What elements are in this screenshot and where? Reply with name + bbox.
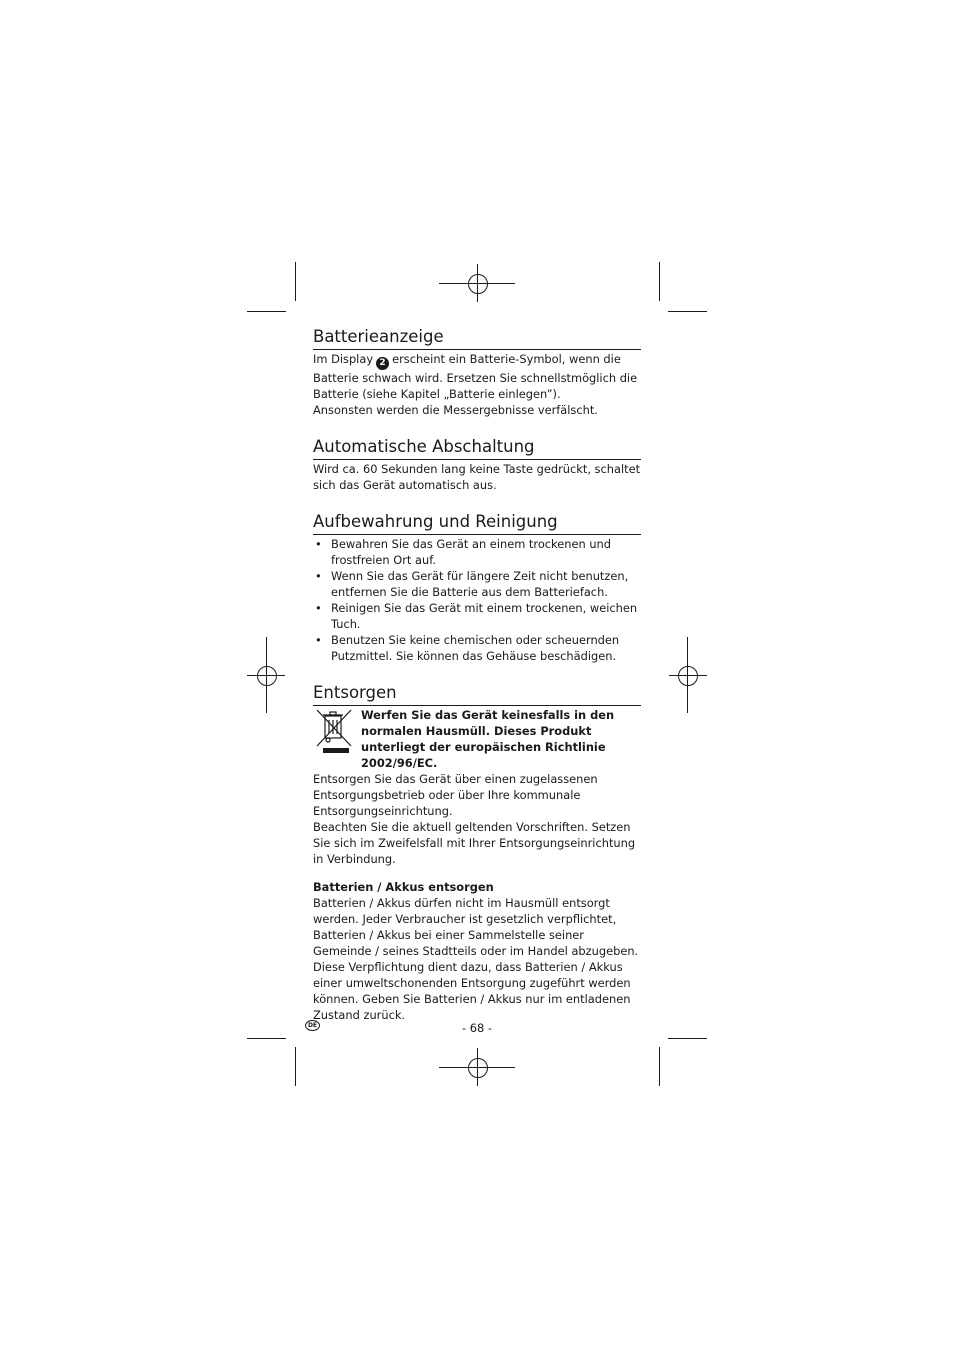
batteries-text-2: Diese Verpflichtung dient dazu, dass Batterien / Akkus einer umweltschonenden Entsorgung zugeführt werden können. Geben Sie Batterien / Akkus nur im entladenen Zustand zurück. [313,960,631,1022]
battery-indicator-text-2: Ansonsten werden die Messergebnisse verfälscht. [313,403,598,417]
weee-notice [313,707,641,771]
page-content [313,327,641,1023]
section-battery-indicator [313,327,641,418]
weee-warning: Werfen Sie das Gerät keinesfalls in den normalen Hausmüll. Dieses Produkt unterliegt der europäischen Richtlinie 2002/96/EC. [361,708,615,770]
section-auto-off [313,437,641,493]
batteries-subheading: Batterien / Akkus entsorgen [313,880,494,894]
list-item: • Reinigen Sie das Gerät mit einem trockenen, weichen Tuch. [313,600,641,632]
list-item: • Wenn Sie das Gerät für längere Zeit nicht benutzen, entfernen Sie die Batterie aus dem Batteriefach. [313,568,641,600]
page-footer [305,1020,641,1036]
section-title: Entsorgen [313,683,641,706]
section-title: Automatische Abschaltung [313,437,641,460]
storage-list [313,536,641,664]
section-disposal [313,683,641,1023]
battery-indicator-text: Im Display 2 erscheint ein Batterie-Symbol, wenn die Batterie schwach wird. Ersetzen Sie schnellstmöglich die Batterie (siehe Kapitel „Batterie einlegen”). [313,352,638,401]
list-item: • Benutzen Sie keine chemischen oder scheuernden Putzmittel. Sie können das Gehäuse beschädigen. [313,632,641,664]
batteries-text-1: Batterien / Akkus dürfen nicht im Hausmüll entsorgt werden. Jeder Verbraucher ist gesetzlich verpflichtet, Batterien / Akkus bei einer Sammelstelle seiner Gemeinde / seines Stadtteils oder im Handel abzugeben. [313,896,639,958]
list-item: • Bewahren Sie das Gerät an einem trockenen und frostfreien Ort auf. [313,536,641,568]
disposal-text-1: Entsorgen Sie das Gerät über einen zugelassenen Entsorgungsbetrieb oder über Ihre kommunale Entsorgungseinrichtung. [313,772,598,818]
section-title: Aufbewahrung und Reinigung [313,512,641,535]
language-badge: DE [305,1020,320,1031]
crossed-out-wheelie-bin-icon [313,708,357,760]
auto-off-text: Wird ca. 60 Sekunden lang keine Taste gedrückt, schaltet sich das Gerät automatisch aus. [313,462,641,492]
section-title: Batterieanzeige [313,327,641,350]
page-number: - 68 - [462,1021,492,1035]
section-storage-cleaning [313,512,641,664]
disposal-text-2: Beachten Sie die aktuell geltenden Vorschriften. Setzen Sie sich im Zweifelsfall mit Ihrer Entsorgungseinrichtung in Verbindung. [313,820,636,866]
circled-number-icon: 2 [376,357,389,370]
